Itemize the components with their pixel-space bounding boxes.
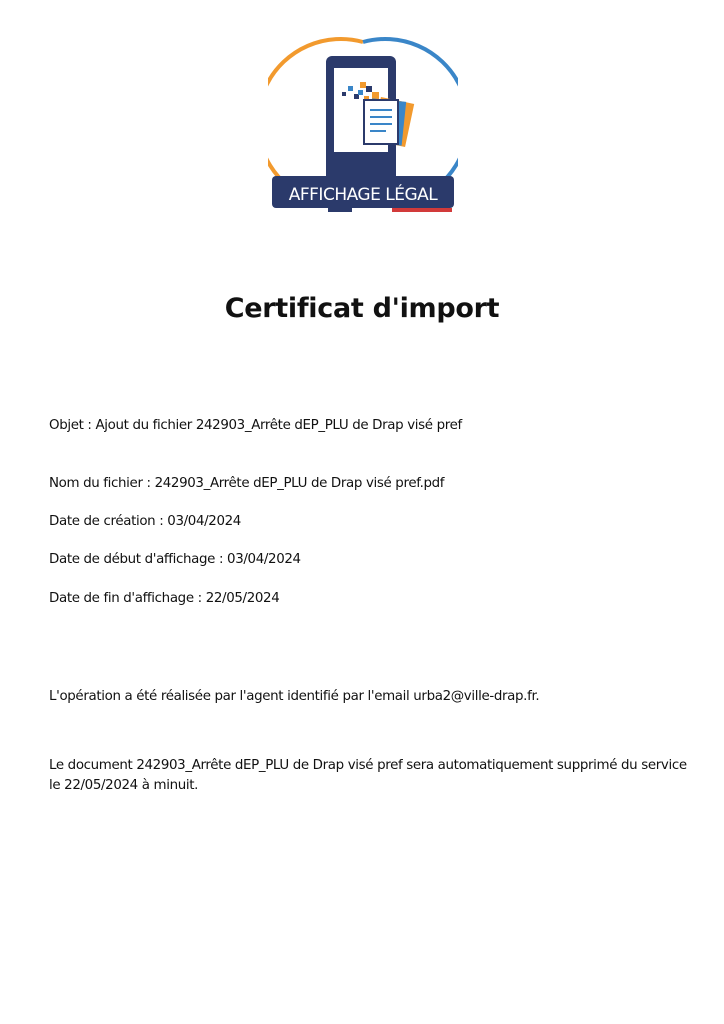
page-title: Certificat d'import <box>224 293 500 324</box>
deletion-notice: Le document 242903_Arrête dEP_PLU de Drap visé pref sera automatiquement supprimé du service le 22/05/2024 à minuit. <box>49 758 687 793</box>
display-start-date-line: Date de début d'affichage : 03/04/2024 <box>49 552 301 567</box>
logo-text: AFFICHAGE LÉGAL <box>288 185 438 205</box>
creation-date-line: Date de création : 03/04/2024 <box>49 514 241 529</box>
objet-line: Objet : Ajout du fichier 242903_Arrête dEP_PLU de Drap visé pref <box>49 418 462 433</box>
display-end-date-line: Date de fin d'affichage : 22/05/2024 <box>49 591 280 606</box>
affichage-legal-logo <box>268 36 458 216</box>
operation-line: L'opération a été réalisée par l'agent identifié par l'email urba2@ville-drap.fr. <box>49 689 540 704</box>
filename-line: Nom du fichier : 242903_Arrête dEP_PLU de Drap visé pref.pdf <box>49 476 445 491</box>
